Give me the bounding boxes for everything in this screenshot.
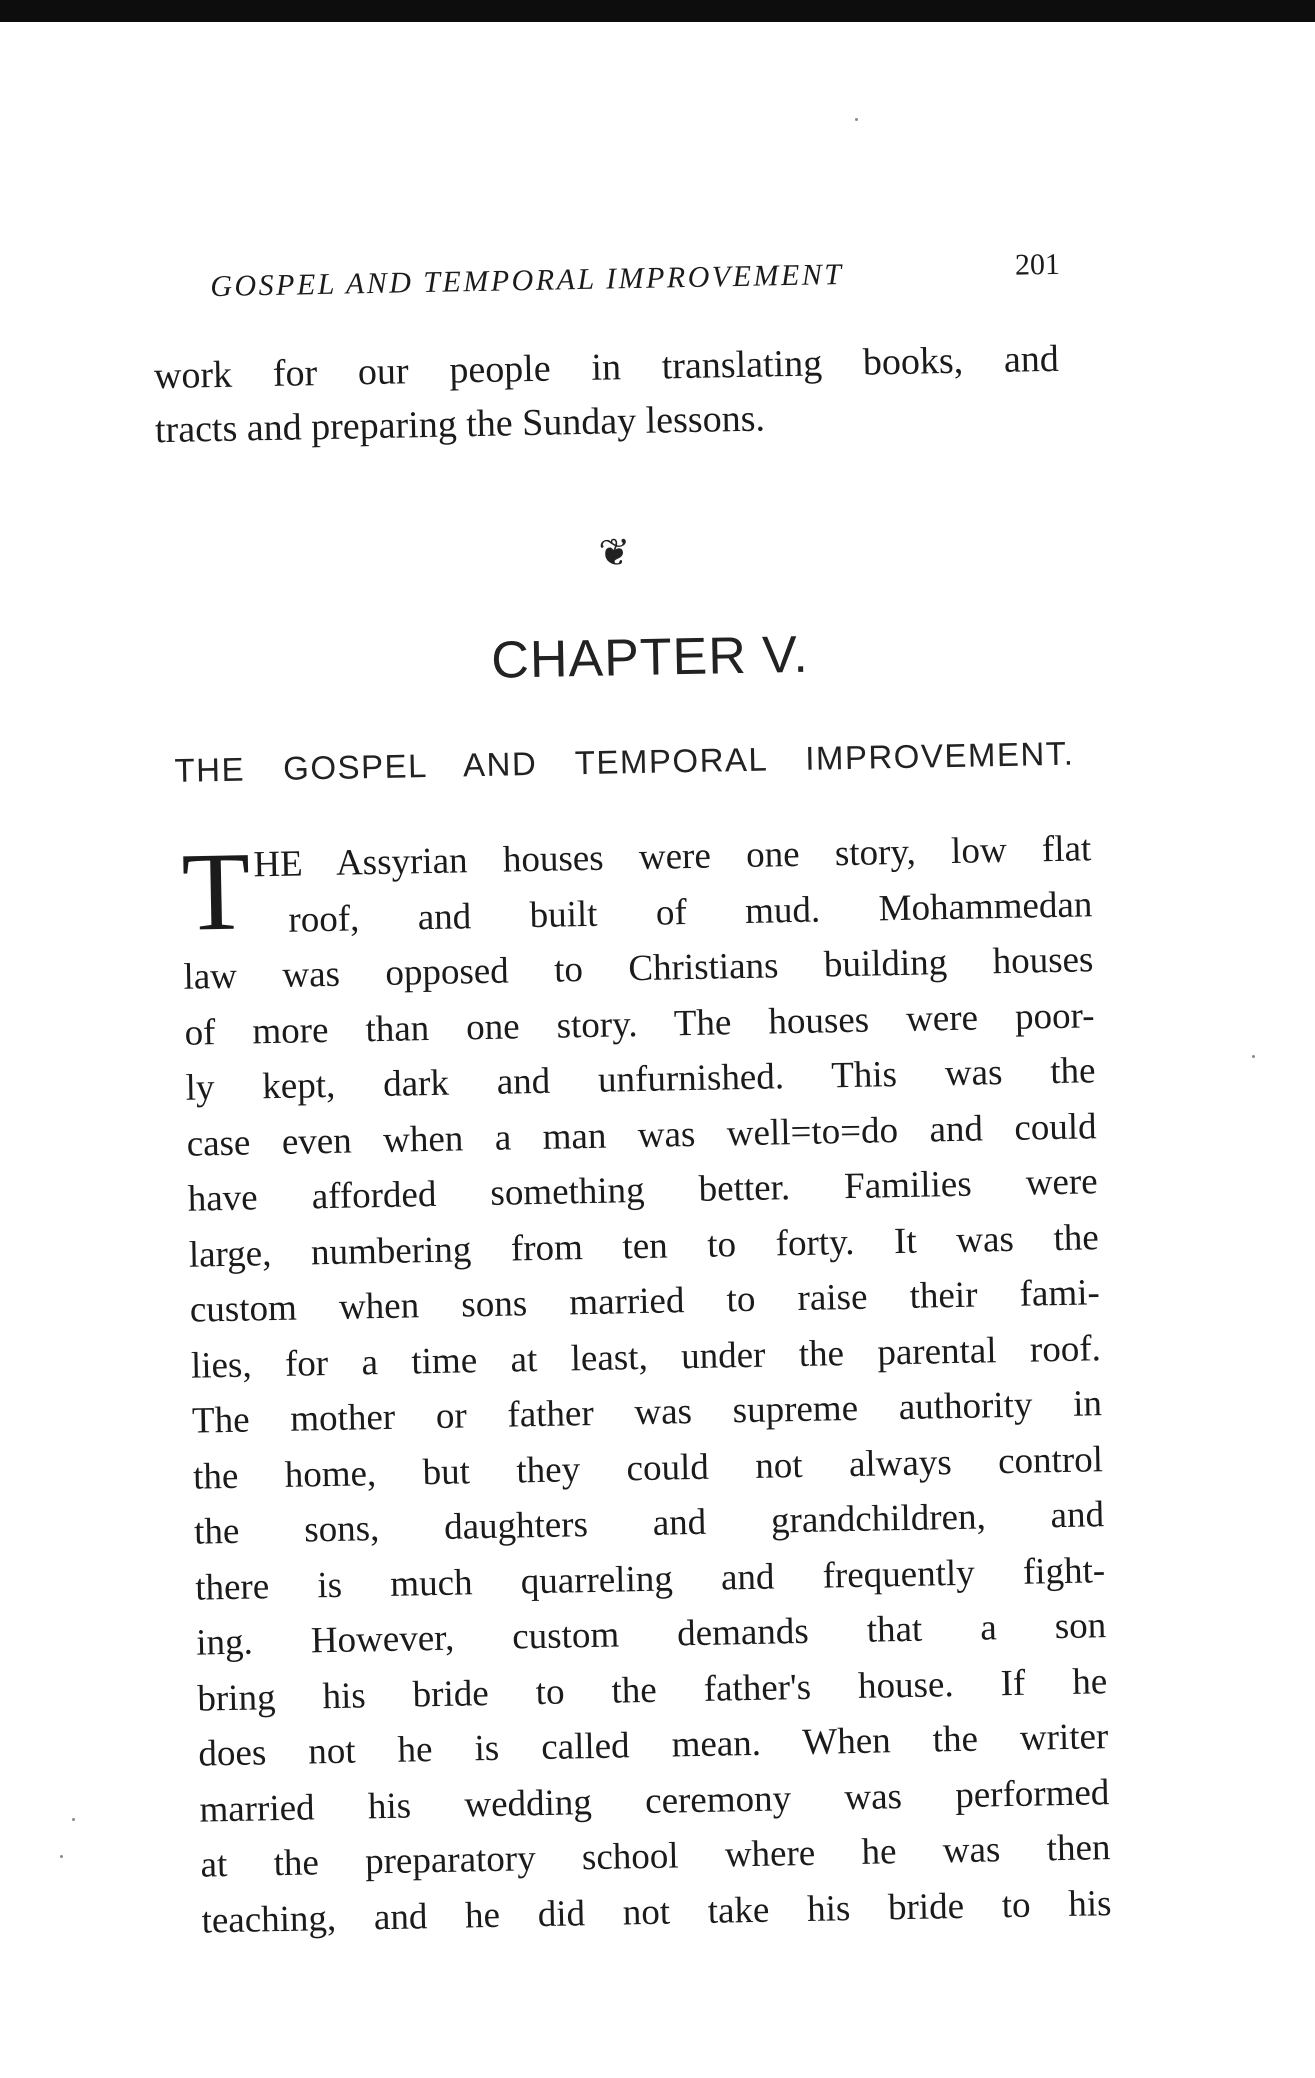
text-line: custom when sons married to raise their fami- [189,1272,1101,1331]
text-line: large, numbering from ten to forty. It was the [188,1216,1100,1276]
text-line: there is much quarreling and frequently fight- [194,1549,1106,1609]
continued-paragraph [153,332,1060,457]
text-line: the home, but they could not always control [192,1438,1104,1498]
text-line: married his wedding ceremony was performed [199,1771,1110,1831]
running-head [209,247,1061,314]
text-line: ly kept, dark and unfurnished. This was the [185,1050,1096,1109]
text-line: law was opposed to Christians building houses [183,939,1094,998]
text-line: ing. However, custom demands that a son [195,1605,1107,1664]
chapter-subtitle: THE GOSPEL AND TEMPORAL IMPROVEMENT. [174,734,1075,789]
text-line: lies, for a time at least, under the parental roof. [190,1327,1102,1387]
chapter-body [181,821,1112,1948]
text-line: work for our people in translating books, and [153,337,1060,398]
chapter-title: CHAPTER V. [490,625,810,690]
fleuron-ornament: ❦ [598,532,631,575]
text-line: tracts and preparing the Sunday lessons. [154,397,766,452]
text-line: case even when a man was well=to=do and could [186,1105,1097,1165]
drop-cap: T [180,829,252,955]
text-line: the sons, daughters and grandchildren, and [193,1494,1105,1553]
page-number: 201 [1014,247,1061,282]
text-line: roof, and built of mud. Mohammedan [288,883,1093,941]
running-title: GOSPEL AND TEMPORAL IMPROVEMENT [209,257,844,304]
text-line: HE Assyrian houses were one story, low flat [252,828,1092,886]
text-line: have afforded something better. Families were [187,1161,1099,1220]
text-line: of more than one story. The houses were poor- [184,994,1095,1054]
text-line: does not he is called mean. When the writer [198,1716,1109,1775]
text-line: teaching, and he did not take his bride to his [201,1882,1112,1942]
text-line: bring his bride to the father's house. If he [196,1660,1108,1720]
text-line: The mother or father was supreme authority in [191,1383,1103,1442]
text-line: at the preparatory school where he was then [200,1827,1111,1886]
